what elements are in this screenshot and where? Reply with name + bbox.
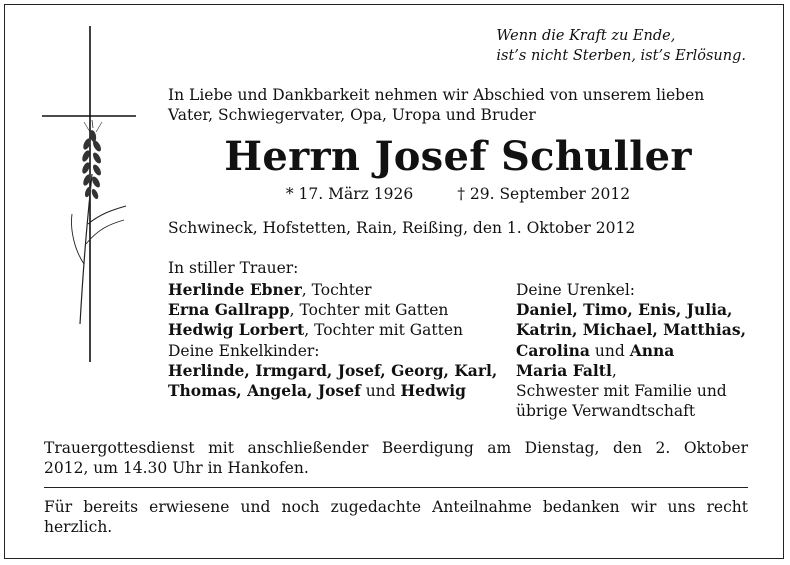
great-grandchildren-line: Katrin, Michael, Matthias,	[516, 320, 746, 340]
intro-text	[168, 85, 758, 125]
grandchildren-heading: Deine Enkelkinder:	[168, 341, 320, 360]
thanks-text	[44, 497, 748, 537]
service-line-1: Trauergottesdienst mit anschließender Beerdigung am Dienstag, den 2. Oktober	[44, 439, 748, 457]
place-and-date: Schwineck, Hofstetten, Rain, Reißing, den 1. Oktober 2012	[168, 219, 636, 237]
relatives-line: übrige Verwandtschaft	[516, 402, 696, 421]
cross-with-wheat-icon	[40, 24, 138, 364]
motto-quote	[496, 26, 746, 66]
thanks-line-1: Für bereits erwiesene und noch zugedachte Anteilnahme bedanken wir uns recht	[44, 498, 748, 516]
service-line-2: 2012, um 14.30 Uhr in Hankofen.	[44, 459, 309, 477]
great-grandchildren-line: Daniel, Timo, Enis, Julia,	[516, 300, 733, 320]
great-grandchildren-line: Carolina und Anna	[516, 340, 675, 360]
mourner-line: Erna Gallrapp, Tochter mit Gatten	[168, 300, 449, 320]
great-grandchildren-heading: Deine Urenkel:	[516, 281, 636, 299]
mourners-right-column	[516, 280, 766, 421]
intro-line-2: Vater, Schwiegervater, Opa, Uropa und Bruder	[168, 106, 536, 124]
great-grandchildren-line: Maria Faltl,	[516, 360, 617, 380]
grandchildren-line: Thomas, Angela, Josef und Hedwig	[168, 381, 466, 401]
mourners-left-column	[168, 280, 508, 401]
thanks-line-2: herzlich.	[44, 518, 113, 536]
divider	[44, 487, 748, 488]
motto-line-1: Wenn die Kraft zu Ende,	[496, 28, 676, 44]
motto-line-2: ist’s nicht Sterben, ist’s Erlösung.	[496, 48, 746, 64]
life-dates	[168, 184, 748, 204]
mourner-line: Herlinde Ebner, Tochter	[168, 280, 372, 299]
intro-line-1: In Liebe und Dankbarkeit nehmen wir Abschied von unserem lieben	[168, 86, 705, 104]
sibling-line: Schwester mit Familie und	[516, 382, 727, 401]
birth-date: * 17. März 1926	[285, 185, 414, 203]
mourning-heading: In stiller Trauer:	[168, 259, 299, 277]
funeral-service-text	[44, 438, 748, 478]
mourner-line: Hedwig Lorbert, Tochter mit Gatten	[168, 320, 464, 340]
death-date: † 29. September 2012	[457, 185, 631, 203]
deceased-name: Herrn Josef Schuller	[224, 133, 692, 180]
grandchildren-line: Herlinde, Irmgard, Josef, Georg, Karl,	[168, 360, 498, 380]
